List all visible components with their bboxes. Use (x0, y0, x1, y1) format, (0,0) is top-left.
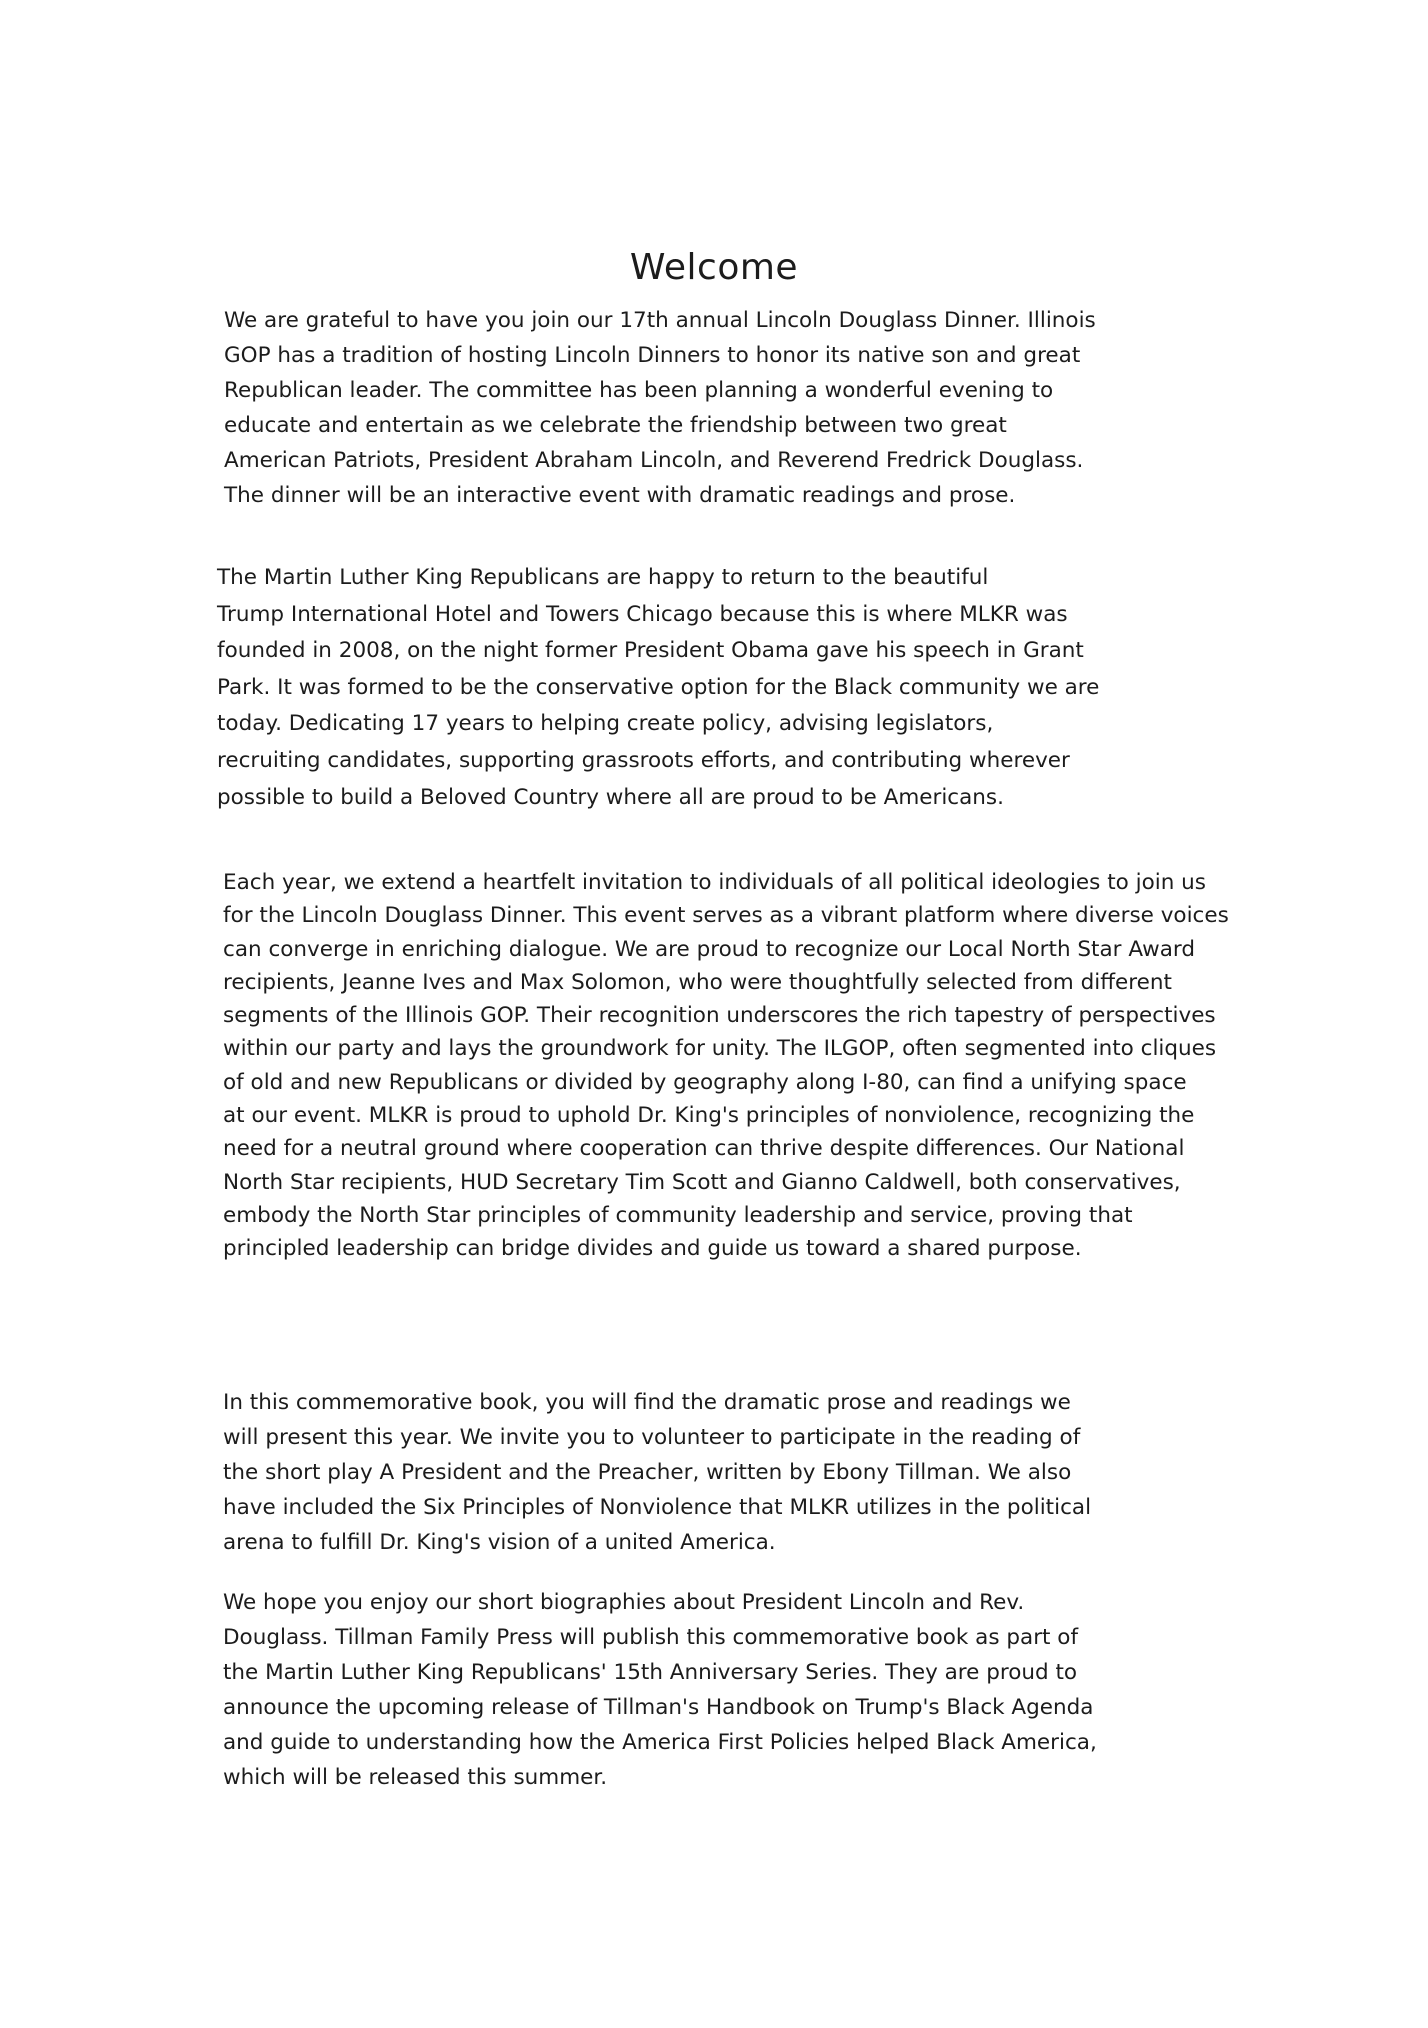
paragraph-line: for the Lincoln Douglass Dinner. This event serves as a vibrant platform where diverse voices (223, 903, 1229, 929)
paragraph-line: need for a neutral ground where cooperation can thrive despite differences. Our National (223, 1136, 1185, 1162)
paragraph-line: educate and entertain as we celebrate the friendship between two great (224, 413, 1007, 438)
paragraph-line: GOP has a tradition of hosting Lincoln Dinners to honor its native son and great (224, 343, 1081, 368)
paragraph-line: In this commemorative book, you will find the dramatic prose and readings we (223, 1390, 1071, 1415)
paragraph-line: of old and new Republicans or divided by geography along I-80, can find a unifying space (223, 1069, 1187, 1095)
paragraph-line: Park. It was formed to be the conservative option for the Black community we are (217, 674, 1100, 700)
paragraph-invitation (223, 866, 1229, 1266)
paragraph-line: embody the North Star principles of community leadership and service, proving that (223, 1202, 1133, 1228)
paragraph-line: recruiting candidates, supporting grassroots efforts, and contributing wherever (217, 747, 1070, 773)
page-title: Welcome (629, 247, 799, 288)
paragraph-line: recipients, Jeanne Ives and Max Solomon, who were thoughtfully selected from different (223, 969, 1172, 995)
paragraph-line: The dinner will be an interactive event with dramatic readings and prose. (224, 483, 1016, 508)
paragraph-line: announce the upcoming release of Tillman's Handbook on Trump's Black Agenda (223, 1695, 1094, 1720)
paragraph-line: segments of the Illinois GOP. Their recognition underscores the rich tapestry of perspectives (223, 1003, 1216, 1029)
paragraph-line: Douglass. Tillman Family Press will publish this commemorative book as part of (223, 1625, 1079, 1650)
paragraph-line: will present this year. We invite you to volunteer to participate in the reading of (223, 1425, 1081, 1450)
paragraph-line: within our party and lays the groundwork for unity. The ILGOP, often segmented into cliques (223, 1036, 1217, 1062)
paragraph-line: North Star recipients, HUD Secretary Tim Scott and Gianno Caldwell, both conservatives, (223, 1169, 1181, 1195)
paragraph-line: arena to fulfill Dr. King's vision of a united America. (223, 1530, 776, 1555)
paragraph-line: American Patriots, President Abraham Lincoln, and Reverend Fredrick Douglass. (224, 448, 1084, 473)
paragraph-line: the short play A President and the Preacher, written by Ebony Tillman. We also (223, 1460, 1072, 1485)
paragraph-line: The Martin Luther King Republicans are happy to return to the beautiful (217, 565, 989, 590)
paragraph-welcome (224, 303, 1096, 513)
paragraph-commemorative-book (223, 1385, 1091, 1560)
paragraph-line: Republican leader. The committee has been planning a wonderful evening to (224, 378, 1054, 403)
paragraph-line: and guide to understanding how the America First Policies helped Black America, (223, 1730, 1097, 1755)
paragraph-line: can converge in enriching dialogue. We are proud to recognize our Local North Star Award (223, 936, 1196, 962)
paragraph-mlkr-history (217, 560, 1099, 816)
paragraph-line: We hope you enjoy our short biographies about President Lincoln and Rev. (223, 1590, 1025, 1615)
paragraph-line: possible to build a Beloved Country where all are proud to be Americans. (217, 784, 1004, 810)
paragraph-line: Each year, we extend a heartfelt invitation to individuals of all political ideologies to join us (223, 870, 1207, 895)
paragraph-line: the Martin Luther King Republicans' 15th Anniversary Series. They are proud to (223, 1660, 1078, 1685)
paragraph-line: principled leadership can bridge divides and guide us toward a shared purpose. (223, 1236, 1082, 1262)
paragraph-biographies (223, 1585, 1097, 1795)
paragraph-line: today. Dedicating 17 years to helping create policy, advising legislators, (217, 711, 994, 737)
paragraph-line: at our event. MLKR is proud to uphold Dr. King's principles of nonviolence, recognizing the (223, 1103, 1195, 1129)
paragraph-line: have included the Six Principles of Nonviolence that MLKR utilizes in the political (223, 1495, 1092, 1520)
paragraph-line: Trump International Hotel and Towers Chicago because this is where MLKR was (217, 601, 1068, 627)
paragraph-line: founded in 2008, on the night former President Obama gave his speech in Grant (217, 638, 1084, 664)
paragraph-line: We are grateful to have you join our 17th annual Lincoln Douglass Dinner. Illinois (224, 308, 1096, 333)
paragraph-line: which will be released this summer. (223, 1765, 608, 1790)
